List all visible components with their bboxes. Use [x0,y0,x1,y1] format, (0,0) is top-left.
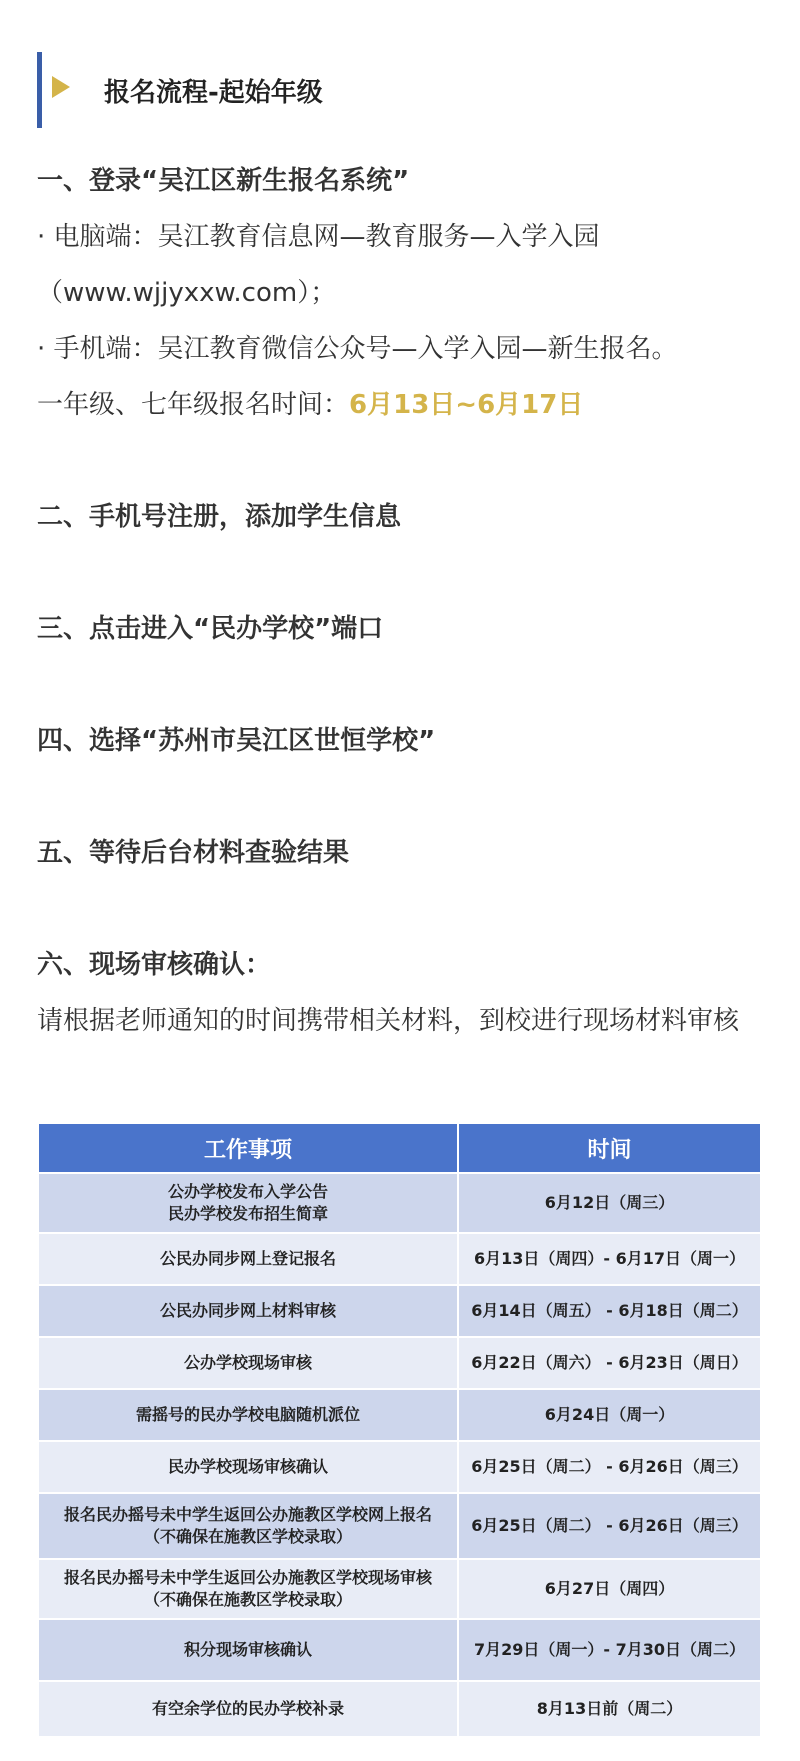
table-row [38,1681,761,1737]
table-row [38,1619,761,1681]
section-header [37,52,642,128]
table-cell-item [38,1559,458,1619]
table-row [38,1285,761,1337]
pc-url: （www.wjjyxxw.com）； [37,278,337,308]
table-cell-time: 6月12日（周三） [458,1173,761,1233]
table-header-time: 时间 [458,1123,761,1173]
table-row [38,1233,761,1285]
table-cell-item [38,1493,458,1559]
table-header-row [38,1123,761,1173]
table-row [38,1493,761,1559]
table-row [38,1173,761,1233]
table-row [38,1389,761,1441]
section-title: 报名流程-起始年级 [104,78,323,108]
item-line-2: （不确保在施教区学校录取） [143,1590,352,1609]
table-cell-time: 8月13日前（周二） [458,1681,761,1737]
item-line: 报名民办摇号未中学生返回公办施教区学校网上报名 [63,1505,432,1524]
table-cell-time: 6月14日（周五） - 6月18日（周二） [458,1285,761,1337]
table-cell-time: 6月27日（周四） [458,1559,761,1619]
step-1-title: 一、登录“吴江区新生报名系统” [37,166,410,196]
table-cell-time: 6月22日（周六） - 6月23日（周日） [458,1337,761,1389]
table-cell-item: 民办学校现场审核确认 [38,1441,458,1493]
step-2-title: 二、手机号注册，添加学生信息 [37,502,402,532]
table-cell-item [38,1173,458,1233]
item-line-2: （不确保在施教区学校录取） [143,1527,352,1546]
table-row [38,1441,761,1493]
registration-time-label: 一年级、七年级报名时间： [37,390,350,420]
table-row [38,1337,761,1389]
table-cell-item: 公民办同步网上材料审核 [38,1285,458,1337]
table-cell-time: 7月29日（周一）- 7月30日（周二） [458,1619,761,1681]
step-6-title: 六、现场审核确认： [37,950,272,980]
item-line: 报名民办摇号未中学生返回公办施教区学校现场审核 [63,1568,432,1587]
step-6-description: 请根据老师通知的时间携带相关材料，到校进行现场材料审核 [37,1006,740,1036]
registration-time-value: 6月13日~6月17日 [349,390,584,420]
table-cell-item: 公办学校现场审核 [38,1337,458,1389]
item-line-2: 民办学校发布招生简章 [167,1204,328,1223]
table-cell-item: 有空余学位的民办学校补录 [38,1681,458,1737]
schedule-table [37,1122,762,1738]
table-row [38,1559,761,1619]
table-cell-time: 6月25日（周二） - 6月26日（周三） [458,1493,761,1559]
table-cell-time: 6月25日（周二） - 6月26日（周三） [458,1441,761,1493]
step-3-title: 三、点击进入“民办学校”端口 [37,614,384,644]
step-5-title: 五、等待后台材料查验结果 [37,838,350,868]
table-cell-time: 6月24日（周一） [458,1389,761,1441]
table-cell-item: 公民办同步网上登记报名 [38,1233,458,1285]
table-header-item: 工作事项 [38,1123,458,1173]
step-4-title: 四、选择“苏州市吴江区世恒学校” [37,726,436,756]
mobile-instruction: · 手机端：吴江教育微信公众号—入学入园—新生报名。 [37,334,678,364]
table-cell-time: 6月13日（周四）- 6月17日（周一） [458,1233,761,1285]
item-line: 公办学校发布入学公告 [167,1182,328,1201]
table-cell-item: 需摇号的民办学校电脑随机派位 [38,1389,458,1441]
pc-instruction: · 电脑端：吴江教育信息网—教育服务—入学入园 [37,222,600,252]
table-cell-item: 积分现场审核确认 [38,1619,458,1681]
play-triangle-icon [52,76,70,98]
registration-time [37,384,583,421]
